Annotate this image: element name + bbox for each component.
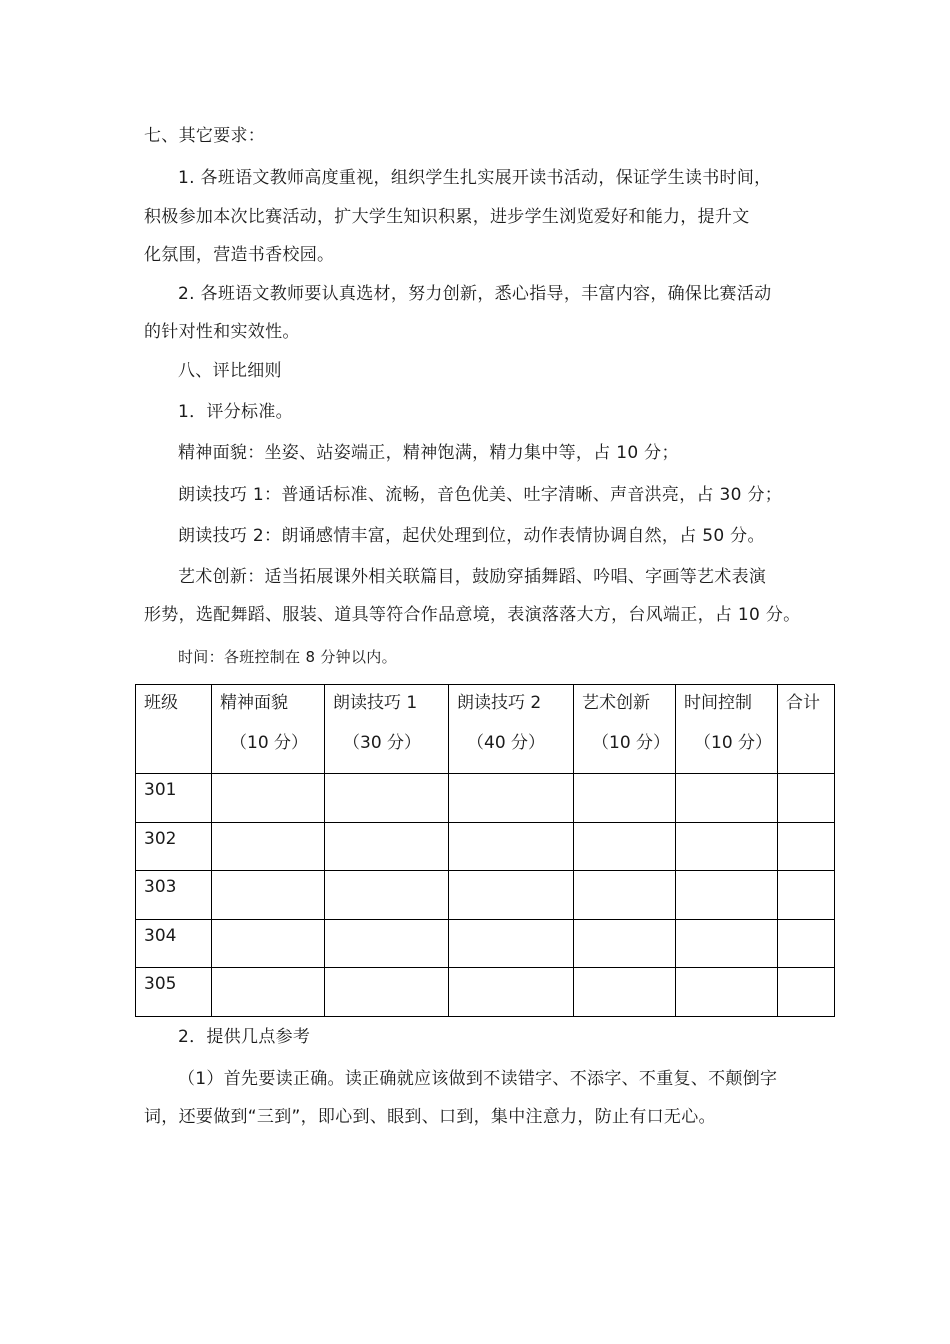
criterion-line: 艺术创新：适当拓展课外相关联篇目，鼓励穿插舞蹈、吟唱、字画等艺术表演 [178, 567, 767, 587]
paragraph-line: 词，还要做到“三到”，即心到、眼到、口到，集中注意力，防止有口无心。 [144, 1107, 716, 1127]
score-cell [212, 774, 325, 823]
criterion-line: 精神面貌：坐姿、站姿端正，精神饱满，精力集中等，占 10 分； [178, 443, 679, 463]
total-cell [778, 774, 835, 823]
header-cell [325, 685, 449, 774]
header-cell [574, 685, 676, 774]
header-label: 时间控制 [684, 693, 752, 713]
score-cell [449, 871, 574, 920]
paragraph-line: 的针对性和实效性。 [144, 322, 300, 342]
score-cell [676, 871, 778, 920]
header-points: （10 分） [592, 733, 671, 753]
total-cell [778, 919, 835, 968]
score-cell [676, 968, 778, 1017]
paragraph-line: 2. 各班语文教师要认真选材，努力创新，悉心指导，丰富内容，确保比赛活动 [178, 284, 772, 304]
time-note: 时间：各班控制在 8 分钟以内。 [178, 648, 397, 666]
table-row [136, 774, 835, 823]
header-cell [212, 685, 325, 774]
score-cell [449, 774, 574, 823]
score-cell [325, 774, 449, 823]
score-cell [212, 871, 325, 920]
class-cell: 301 [136, 774, 212, 823]
score-cell [325, 919, 449, 968]
header-cell [778, 685, 835, 774]
table-row [136, 822, 835, 871]
score-cell [574, 774, 676, 823]
header-cell [449, 685, 574, 774]
score-cell [676, 822, 778, 871]
score-cell [212, 822, 325, 871]
header-label: 朗读技巧 1 [333, 693, 418, 713]
table-row [136, 919, 835, 968]
class-cell: 303 [136, 871, 212, 920]
header-cell [136, 685, 212, 774]
score-cell [449, 822, 574, 871]
header-label: 合计 [786, 693, 820, 713]
criterion-line: 朗读技巧 2：朗诵感情丰富，起伏处理到位，动作表情协调自然，占 50 分。 [178, 526, 765, 546]
subheading-reference: 2．提供几点参考 [178, 1027, 311, 1047]
score-cell [676, 774, 778, 823]
score-cell [325, 822, 449, 871]
score-cell [325, 968, 449, 1017]
total-cell [778, 822, 835, 871]
paragraph-line: 1. 各班语文教师高度重视，组织学生扎实展开读书活动，保证学生读书时间， [178, 168, 772, 188]
header-points: （10 分） [694, 733, 773, 753]
score-cell [676, 919, 778, 968]
score-cell [574, 871, 676, 920]
class-cell: 304 [136, 919, 212, 968]
header-points: （30 分） [343, 733, 422, 753]
paragraph-line: 积极参加本次比赛活动，扩大学生知识积累，进步学生浏览爱好和能力，提升文 [144, 207, 750, 227]
header-label: 艺术创新 [582, 693, 650, 713]
header-points: （10 分） [230, 733, 309, 753]
score-cell [212, 919, 325, 968]
total-cell [778, 871, 835, 920]
table-row [136, 968, 835, 1017]
subheading-scoring-standard: 1．评分标准。 [178, 402, 293, 422]
header-label: 朗读技巧 2 [457, 693, 542, 713]
section-heading-8: 八、评比细则 [178, 361, 282, 381]
class-cell: 302 [136, 822, 212, 871]
paragraph-line: 化氛围，营造书香校园。 [144, 245, 335, 265]
score-cell [325, 871, 449, 920]
score-table [135, 684, 835, 1017]
score-cell [574, 968, 676, 1017]
criterion-line: 朗读技巧 1：普通话标准、流畅，音色优美、吐字清晰、声音洪亮，占 30 分； [178, 485, 783, 505]
score-cell [449, 919, 574, 968]
header-points: （40 分） [467, 733, 546, 753]
header-label: 精神面貌 [220, 693, 288, 713]
section-heading-7: 七、其它要求： [144, 126, 266, 146]
table-header-row [136, 685, 835, 774]
score-cell [574, 919, 676, 968]
header-cell [676, 685, 778, 774]
class-cell: 305 [136, 968, 212, 1017]
score-cell [212, 968, 325, 1017]
header-label: 班级 [144, 693, 178, 713]
paragraph-line: （1）首先要读正确。读正确就应该做到不读错字、不添字、不重复、不颠倒字 [178, 1069, 778, 1089]
total-cell [778, 968, 835, 1017]
score-cell [449, 968, 574, 1017]
table-row [136, 871, 835, 920]
criterion-line: 形势，选配舞蹈、服装、道具等符合作品意境，表演落落大方，台风端正，占 10 分。 [144, 605, 801, 625]
score-cell [574, 822, 676, 871]
